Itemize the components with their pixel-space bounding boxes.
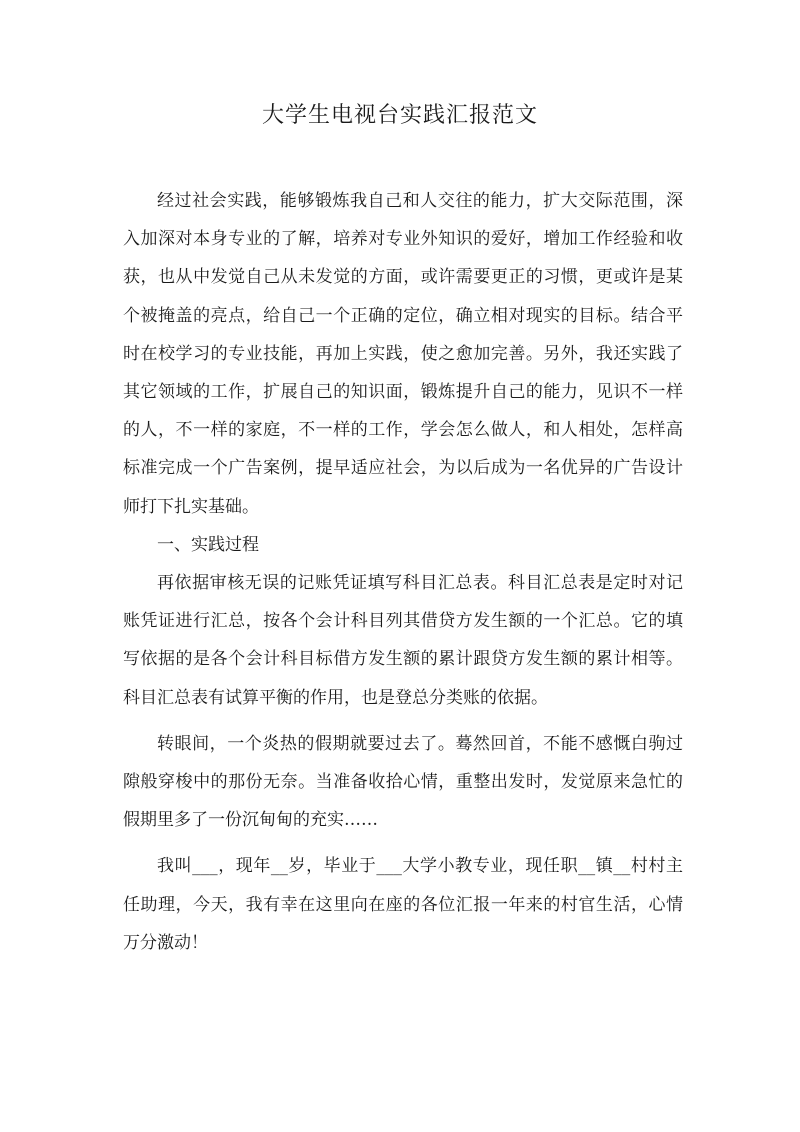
paragraph-spacer: [123, 839, 683, 847]
paragraph-summary-table: 再依据审核无误的记账凭证填写科目汇总表。科目汇总表是定时对记账凭证进行汇总，按各个会计科目列其借贷方发生额的一个汇总。它的填写依据的是各个会计科目标借方发生额的累计跟贷方发生额的累计相等。科目汇总表有试算平衡的作用，也是登总分类账的依据。: [123, 573, 683, 708]
paragraph-self-intro: 我叫___，现年__岁，毕业于___大学小教专业，现任职__镇__村村主任助理，今天，我有幸在这里向在座的各位汇报一年来的村官生活，心情万分激动！: [123, 856, 683, 953]
paragraph-intro: 经过社会实践，能够锻炼我自己和人交往的能力，扩大交际范围，深入加深对本身专业的了解，培养对专业外知识的爱好，增加工作经验和收获，也从中发觉自己从未发觉的方面，或许需要更正的习惯，更或许是某个被掩盖的亮点，给自己一个正确的定位，确立相对现实的目标。结合平时在校学习的专业技能，再加上实践，使之愈加完善。另外，我还实践了其它领域的工作，扩展自己的知识面，锻炼提升自己的能力，见识不一样的人，不一样的家庭，不一样的工作，学会怎么做人，和人相处，怎样高标准完成一个广告案例，提早适应社会，为以后成为一名优异的广告设计师打下扎实基础。: [123, 191, 683, 517]
document-title: 大学生电视台实践汇报范文: [261, 103, 538, 128]
paragraph-holiday: 转眼间，一个炎热的假期就要过去了。蓦然回首，不能不感慨白驹过隙般穿梭中的那份无奈。当准备收拾心情，重整出发时，发觉原来急忙的假期里多了一份沉甸甸的充实……: [123, 733, 683, 831]
section-heading-practice-process: 一、实践过程: [157, 534, 259, 555]
paragraph-spacer: [123, 717, 683, 725]
document-body: [123, 182, 683, 962]
